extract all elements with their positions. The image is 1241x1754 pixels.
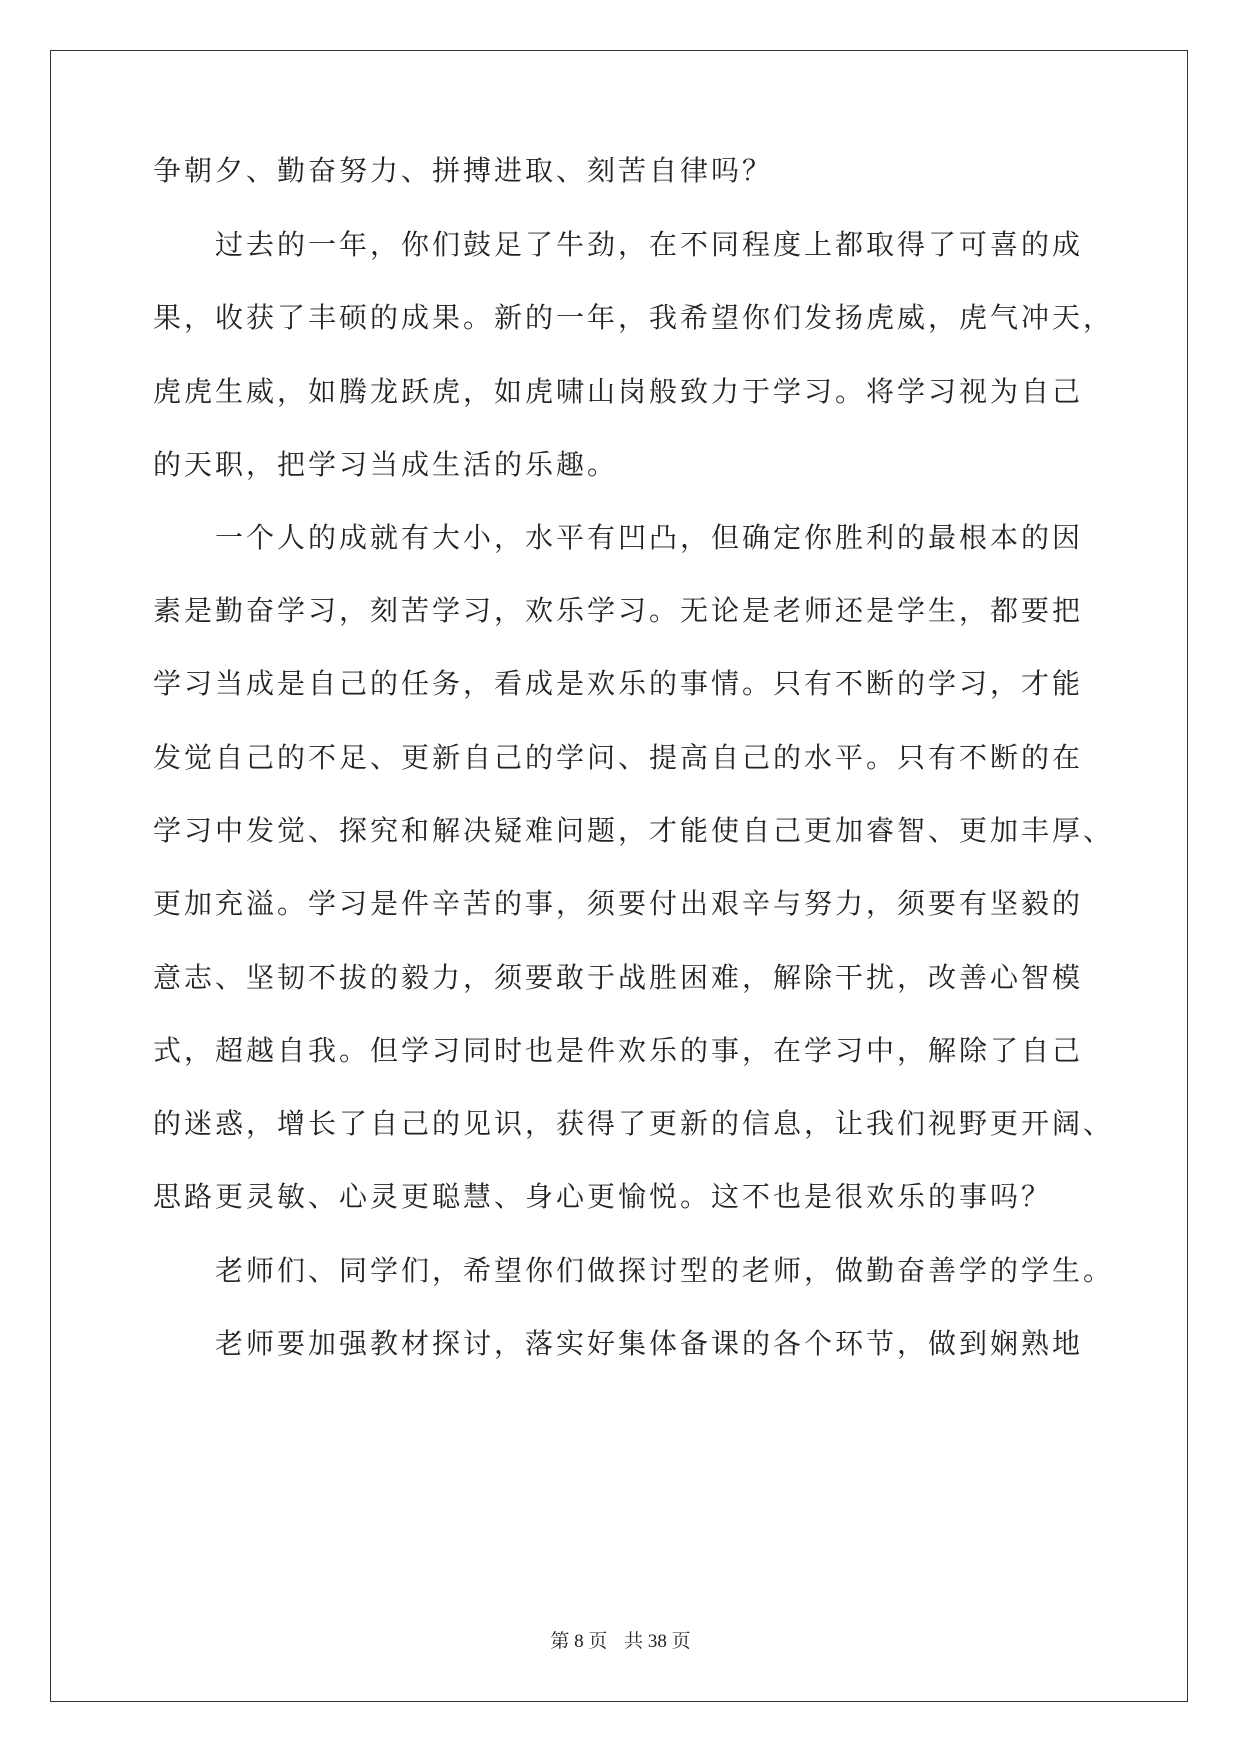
text-line: 思路更灵敏、心灵更聪慧、身心更愉悦。这不也是很欢乐的事吗？ [153,1180,1053,1213]
text-line: 学习当成是自己的任务，看成是欢乐的事情。只有不断的学习，才能 [153,667,1084,700]
text-line: 的迷惑，增长了自己的见识，获得了更新的信息，让我们视野更开阔、 [153,1107,1115,1140]
text-line: 素是勤奋学习，刻苦学习，欢乐学习。无论是老师还是学生，都要把 [153,594,1084,627]
current-page-number: 第 8 页 [550,1631,608,1652]
paragraph-start-line: 一个人的成就有大小，水平有凹凸，但确定你胜利的最根本的因 [215,521,1084,554]
paragraph-start-line: 老师们、同学们，希望你们做探讨型的老师，做勤奋善学的学生。 [215,1254,1115,1287]
text-line: 虎虎生威，如腾龙跃虎，如虎啸山岗般致力于学习。将学习视为自己 [153,375,1084,408]
text-line: 学习中发觉、探究和解决疑难问题，才能使自己更加睿智、更加丰厚、 [153,814,1115,847]
text-line: 的天职，把学习当成生活的乐趣。 [153,448,619,481]
text-line: 更加充溢。学习是件辛苦的事，须要付出艰辛与努力，须要有坚毅的 [153,887,1084,920]
page-border [50,50,1188,1702]
text-line: 式，超越自我。但学习同时也是件欢乐的事，在学习中，解除了自己 [153,1034,1084,1067]
text-line: 发觉自己的不足、更新自己的学问、提高自己的水平。只有不断的在 [153,741,1084,774]
paragraph-start-line: 过去的一年，你们鼓足了牛劲，在不同程度上都取得了可喜的成 [215,228,1084,261]
text-line: 争朝夕、勤奋努力、拼搏进取、刻苦自律吗？ [153,154,774,187]
paragraph-start-line: 老师要加强教材探讨，落实好集体备课的各个环节，做到娴熟地 [215,1327,1084,1360]
text-line: 果，收获了丰硕的成果。新的一年，我希望你们发扬虎威，虎气冲天， [153,301,1115,334]
text-line: 意志、坚韧不拔的毅力，须要敢于战胜困难，解除干扰，改善心智模 [153,961,1084,994]
page-footer [0,1626,1241,1653]
total-page-count: 共 38 页 [624,1631,691,1652]
